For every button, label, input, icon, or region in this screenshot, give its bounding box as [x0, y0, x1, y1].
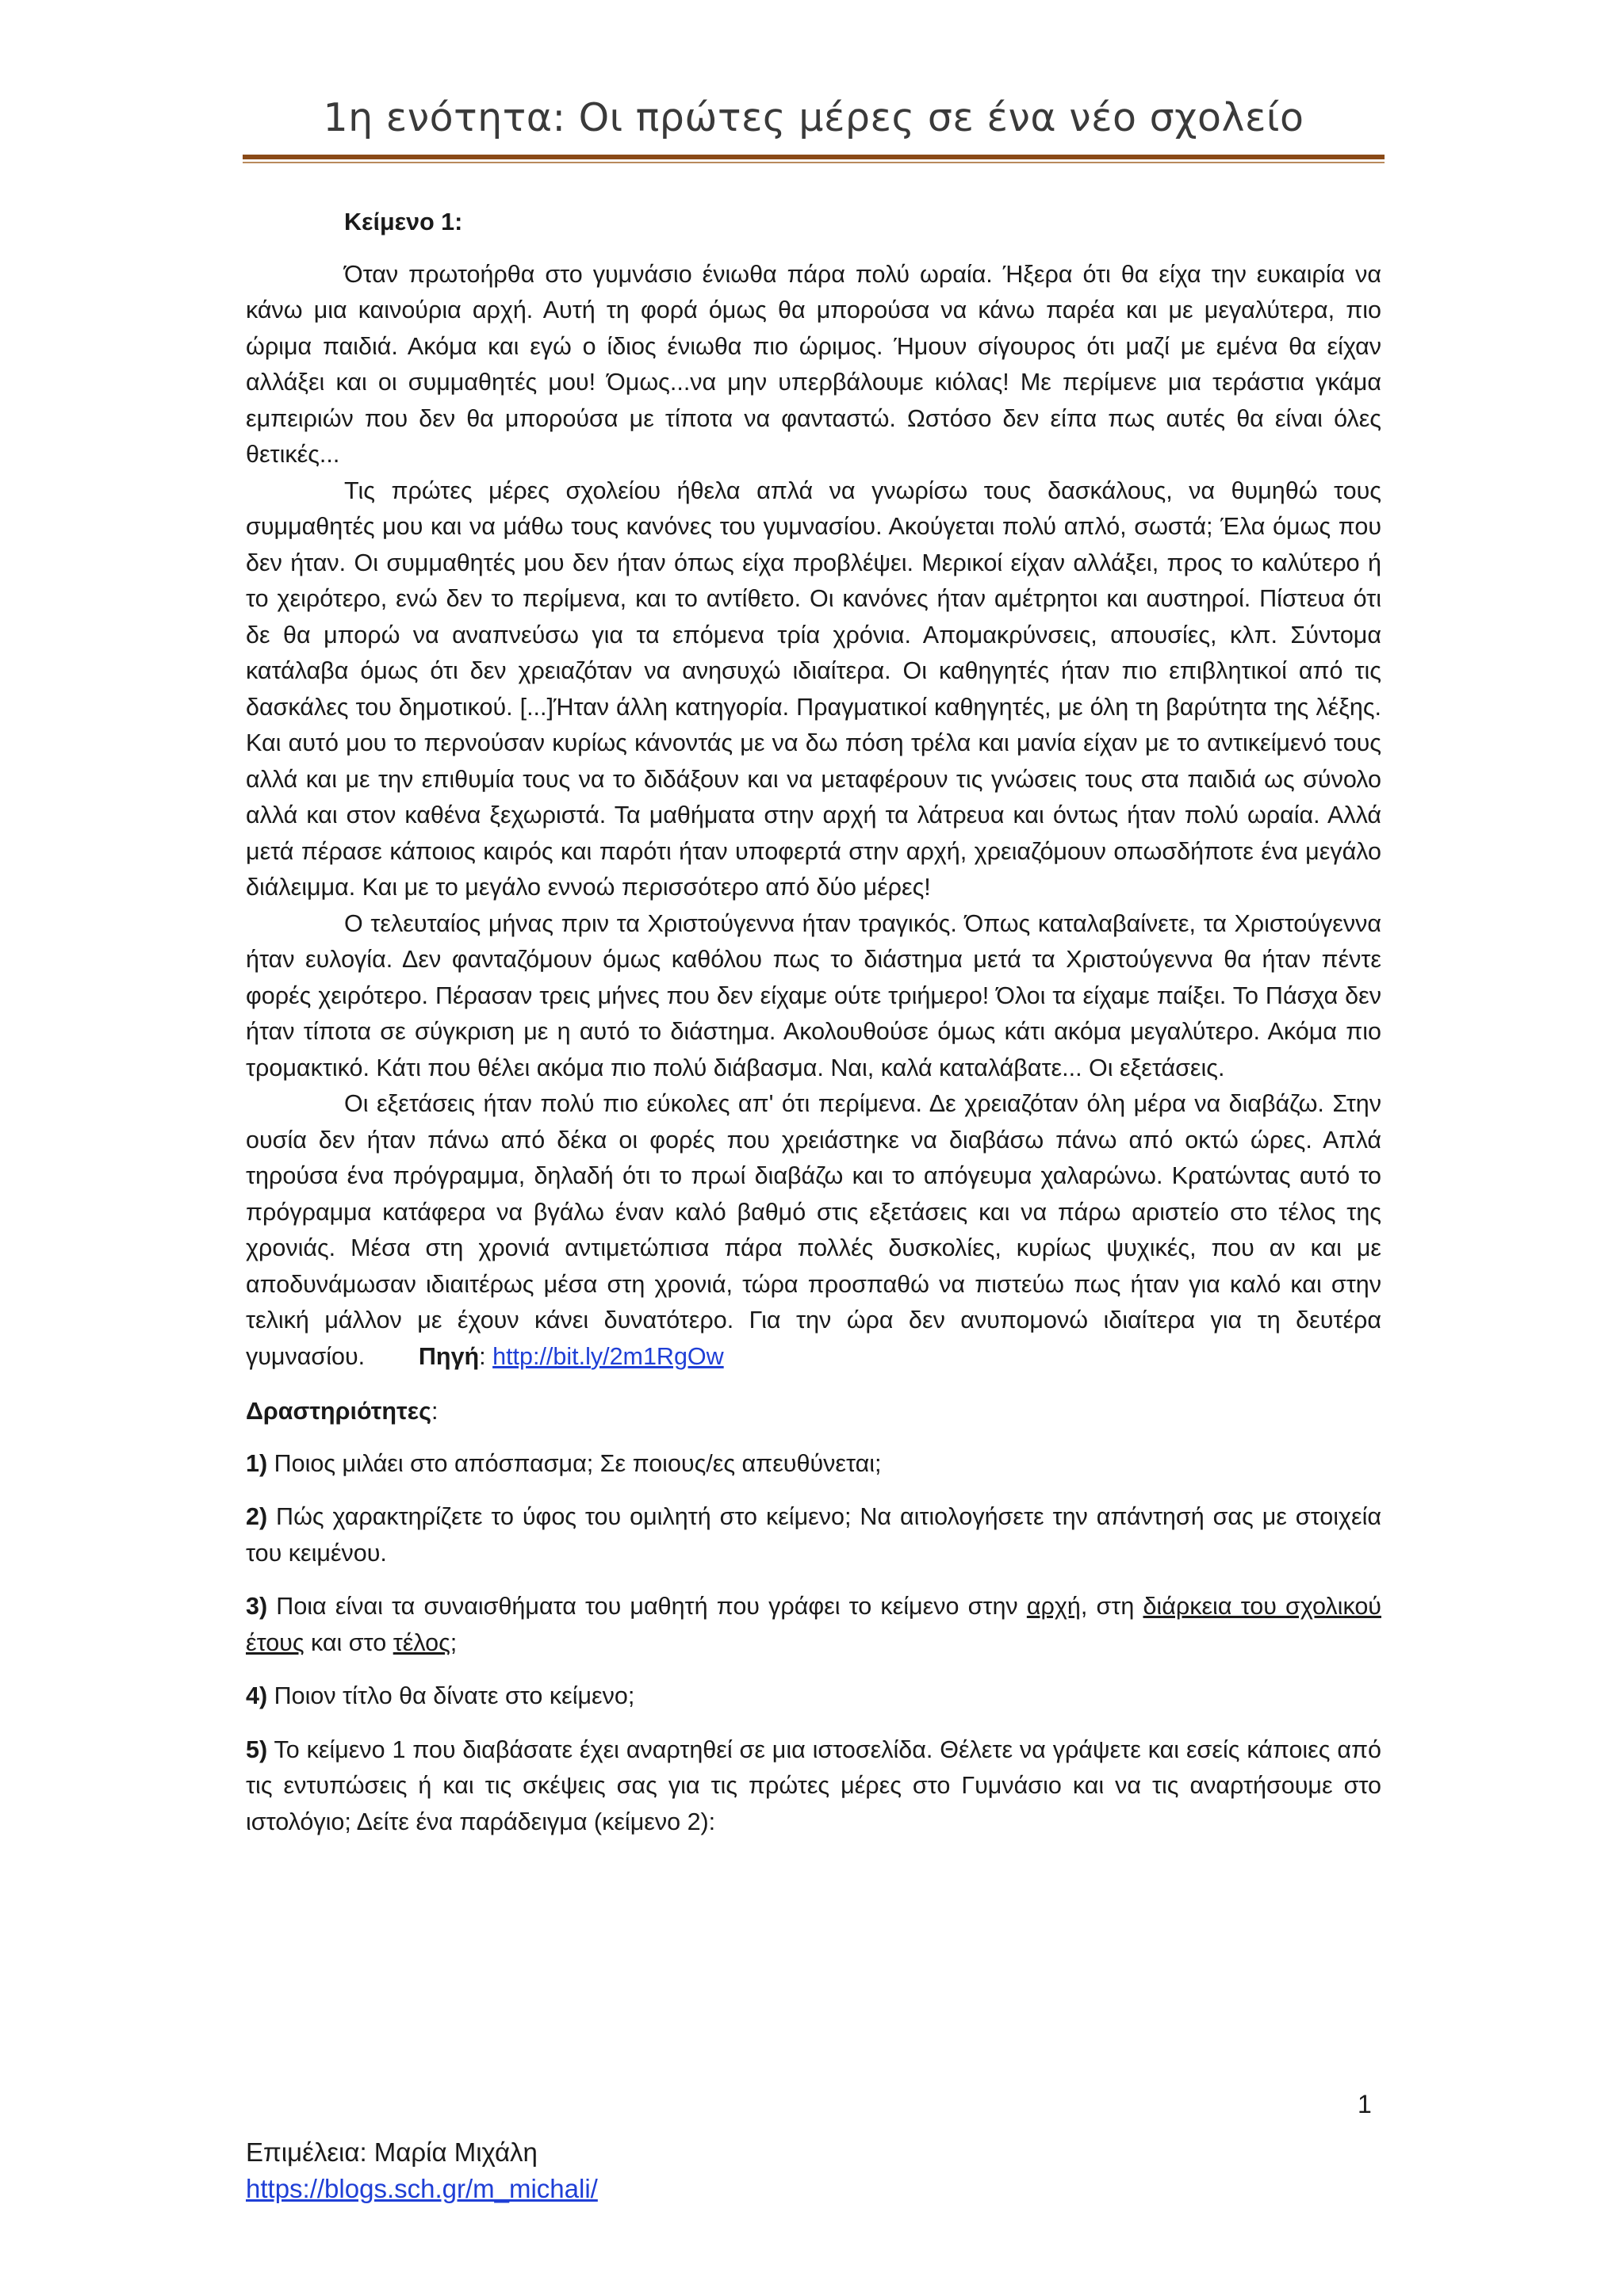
activities-heading	[246, 1394, 1381, 1430]
activities-heading-label: Δραστηριότητες	[246, 1398, 431, 1425]
question-text: Ποια είναι τα συναισθήματα του μαθητή που γράφει το κείμενο στην	[267, 1593, 1027, 1620]
question-4	[246, 1678, 1381, 1715]
text-paragraph-3: Ο τελευταίος μήνας πριν τα Χριστούγεννα ήταν τραγικός. Όπως καταλαβαίνετε, τα Χριστούγεννα ήταν ευλογία. Δεν φανταζόμουν όμως καθόλου πως το διάστημα μετά τα Χριστούγεννα θα ήταν πέντε φορές χειρότερο. Πέρασαν τρεις μήνες που δεν είχαμε ούτε τριήμερο! Όλοι τα είχαμε παίξει. Το Πάσχα δεν ήταν τίποτα σε σύγκριση με η αυτό το διάστημα. Ακολουθούσε όμως κάτι ακόμα μεγαλύτερο. Ακόμα πιο τρομακτικό. Κάτι που θέλει ακόμα πιο πολύ διάβασμα. Ναι, καλά καταλάβατε... Οι εξετάσεις.	[246, 909, 1381, 1081]
question-text: , στη	[1080, 1593, 1143, 1620]
source-citation	[419, 1343, 724, 1370]
question-text: και στο	[304, 1628, 393, 1656]
footer	[246, 2134, 598, 2207]
question-text: Πώς χαρακτηρίζετε το ύφος του ομιλητή στο κείμενο; Να αιτιολογήσετε την απάντησή σας με στοιχεία του κειμένου.	[246, 1503, 1381, 1567]
text-paragraph-4	[246, 1086, 1381, 1375]
footer-editor: Επιμέλεια: Μαρία Μιχάλη	[246, 2137, 538, 2167]
question-underlined-term: αρχή	[1026, 1593, 1081, 1620]
question-number: 1)	[246, 1449, 268, 1477]
question-text: Το κείμενο 1 που διαβάσατε έχει αναρτηθεί σε μια ιστοσελίδα. Θέλετε να γράψετε και εσείς κάποιες από τις εντυπώσεις ή και τις σκέψεις σας για τις πρώτες μέρες στο Γυμνάσιο και να τις αναρτήσουμε στο ιστολόγιο; Δείτε ένα παράδειγμα (κείμενο 2):	[246, 1735, 1381, 1835]
page-number: 1	[1358, 2090, 1372, 2118]
source-label: Πηγή	[418, 1342, 480, 1370]
page-title: 1η ενότητα: Οι πρώτες μέρες σε ένα νέο σχολείο	[323, 95, 1304, 140]
text-paragraph-4-body: Οι εξετάσεις ήταν πολύ πιο εύκολες απ' ότι περίμενα. Δε χρειαζόταν όλη μέρα να διαβάζω. Στην ουσία δεν ήταν πάνω από δέκα οι φορές που χρειάστηκε να διαβάσω πάνω από οκτώ ώρες. Απλά τηρούσα ένα πρόγραμμα, δηλαδή ότι το πρωί διαβάζω και το απόγευμα χαλαρώνω. Κρατώντας αυτό το πρόγραμμα κατάφερα να βγάλω έναν καλό βαθμό στις εξετάσεις και να πάρω αριστείο στο τέλος της χρονιάς. Μέσα στη χρονιά αντιμετώπισα πάρα πολλές δυσκολίες, κυρίως ψυχικές, που αν και με αποδυνάμωσαν ιδιαιτέρως μέσα στη χρονιά, τώρα προσπαθώ να πιστεύω πως ήταν για καλό και στην τελική μάλλον με έχουν κάνει δυνατότερο. Για την ώρα δεν ανυπομονώ ιδιαίτερα για τη δευτέρα γυμνασίου.	[246, 1090, 1381, 1370]
question-5	[246, 1732, 1381, 1841]
question-number: 4)	[246, 1682, 268, 1709]
question-number: 5)	[246, 1735, 268, 1763]
question-1	[246, 1446, 1381, 1483]
source-colon: :	[479, 1342, 493, 1370]
question-number: 3)	[246, 1593, 268, 1620]
question-text: ;	[450, 1628, 458, 1656]
footer-link[interactable]: https://blogs.sch.gr/m_michali/	[246, 2174, 598, 2203]
question-text: Ποιον τίτλο θα δίνατε στο κείμενο;	[267, 1682, 635, 1709]
source-spacer	[365, 1343, 419, 1370]
question-2	[246, 1499, 1381, 1571]
question-number: 2)	[246, 1503, 268, 1530]
header-divider-thin	[243, 162, 1385, 163]
text-heading: Κείμενο 1:	[344, 209, 463, 235]
question-underlined-term: διάρκεια του σχολικού έτους	[246, 1593, 1381, 1656]
question-3	[246, 1589, 1381, 1661]
header-divider	[243, 155, 1385, 159]
activities-heading-colon: :	[431, 1398, 439, 1425]
main-content	[246, 205, 1381, 1858]
text-paragraph-1: Όταν πρωτοήρθα στο γυμνάσιο ένιωθα πάρα πολύ ωραία. Ήξερα ότι θα είχα την ευκαιρία να κάνω μια καινούρια αρχή. Αυτή τη φορά όμως θα μπορούσα να κάνω παρέα και με μεγαλύτερα, πιο ώριμα παιδιά. Ακόμα και εγώ ο ίδιος ένιωθα πιο ώριμος. Ήμουν σίγουρος ότι μαζί με εμένα θα είχαν αλλάξει και οι συμμαθητές μου! Όμως...να μην υπερβάλουμε κιόλας! Με περίμενε μια τεράστια γκάμα εμπειριών που δεν θα μπορούσα με τίποτα να φανταστώ. Ωστόσο δεν είπα πως αυτές θα είναι όλες θετικές...	[246, 260, 1381, 468]
question-text: Ποιος μιλάει στο απόσπασμα; Σε ποιους/ες απευθύνεται;	[267, 1449, 882, 1477]
question-underlined-term: τέλος	[393, 1628, 450, 1656]
source-link[interactable]: http://bit.ly/2m1RgOw	[492, 1342, 724, 1370]
text-paragraph-2: Τις πρώτες μέρες σχολείου ήθελα απλά να γνωρίσω τους δασκάλους, να θυμηθώ τους συμμαθητές μου και να μάθω τους κανόνες του γυμνασίου. Ακούγεται πολύ απλό, σωστά; Έλα όμως που δεν ήταν. Οι συμμαθητές μου δεν ήταν όπως είχα προβλέψει. Μερικοί είχαν αλλάξει, προς το καλύτερο ή το χειρότερο, ενώ δεν το περίμενα, και το αντίθετο. Οι κανόνες ήταν αμέτρητοι και αυστηροί. Πίστευα ότι δε θα μπορώ να αναπνεύσω για τα επόμενα τρία χρόνια. Απομακρύνσεις, απουσίες, κλπ. Σύντομα κατάλαβα όμως ότι δεν χρειαζόταν να ανησυχώ ιδιαίτερα. Οι καθηγητές ήταν πιο επιβλητικοί από τις δασκάλες του δημοτικού. [...]Ήταν άλλη κατηγορία. Πραγματικοί καθηγητές, με όλη τη βαρύτητα της λέξης. Και αυτό μου το περνούσαν κυρίως κάνοντάς με να δω πόση τρέλα και μανία είχαν με το αντικείμενό τους αλλά και με την επιθυμία τους να το διδάξουν και να μεταφέρουν τις γνώσεις τους στα παιδιά ως σύνολο αλλά και στον καθένα ξεχωριστά. Τα μαθήματα στην αρχή τα λάτρευα και όντως ήταν πολύ ωραία. Αλλά μετά πέρασε κάποιος καιρός και παρότι ήταν υποφερτά στην αρχή, χρειαζόμουν οπωσδήποτε ένα μεγάλο διάλειμμα. Και με το μεγάλο εννοώ περισσότερο από δύο μέρες!	[246, 476, 1381, 901]
